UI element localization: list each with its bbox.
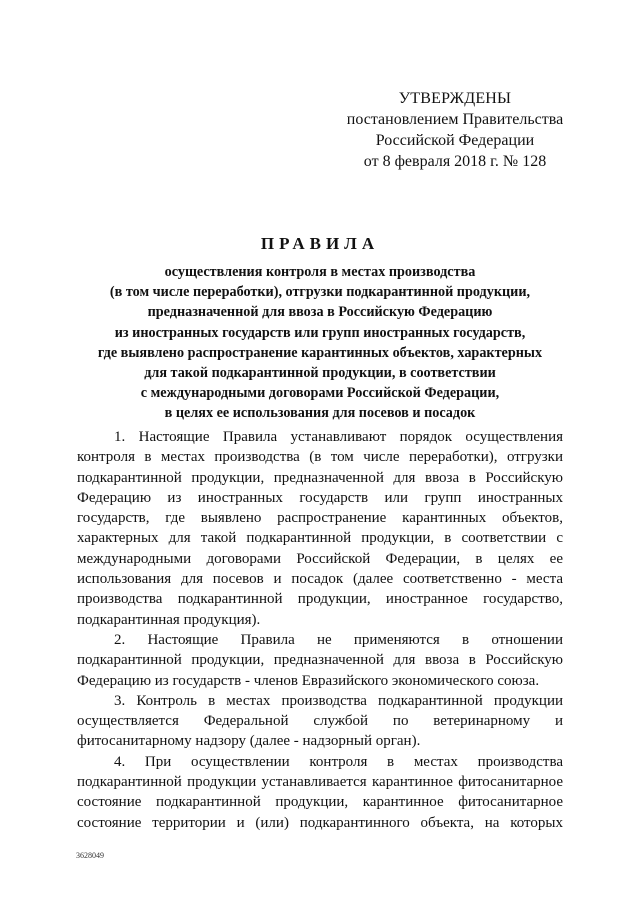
paragraph-1-line: производства подкарантинной продукции, иностранное государство,	[77, 591, 563, 608]
subtitle-line: предназначенной для ввоза в Российскую Федерацию	[147, 304, 493, 321]
paragraph-4-line: подкарантинной продукции устанавливается карантинное фитосанитарное	[77, 774, 563, 791]
approval-line: постановлением Правительства	[346, 111, 564, 128]
paragraph-3-line: фитосанитарному надзору (далее - надзорный орган).	[77, 733, 421, 750]
paragraph-1-line: международными договорами Российской Федерации, в целях ее	[77, 550, 563, 567]
subtitle-line: из иностранных государств или групп иностранных государств,	[114, 324, 526, 341]
paragraph-1-line: 1. Настоящие Правила устанавливают порядок осуществления	[114, 429, 563, 445]
paragraph-2-line: подкарантинной продукции, предназначенной для ввоза в Российскую	[77, 652, 563, 669]
approval-line: Российской Федерации	[375, 132, 535, 149]
subtitle-line: с международными договорами Российской Федерации,	[140, 385, 500, 402]
paragraph-1-line: характерных для такой подкарантинной продукции, в соответствии с	[77, 530, 563, 547]
document-number: 3628049	[76, 851, 104, 860]
paragraph-3-line: 3. Контроль в местах производства подкарантинной продукции	[114, 692, 563, 709]
subtitle-line: осуществления контроля в местах производства	[164, 264, 476, 280]
subtitle-line: для такой подкарантинной продукции, в соответствии	[144, 365, 496, 382]
paragraph-1-line: государств, где выявлено распространение карантинных объектов,	[77, 510, 563, 527]
paragraph-1-line: использования для посевов и посадок (далее соответственно - места	[77, 571, 563, 588]
paragraph-4-line: состояние подкарантинной продукции, карантинное фитосанитарное	[77, 794, 563, 811]
document-body	[77, 427, 563, 833]
document-subtitle	[60, 262, 580, 424]
paragraph-1-line: подкарантинной продукции, предназначенной для ввоза в Российскую	[77, 469, 563, 486]
paragraph-1-line: Федерацию из иностранных государств или групп иностранных	[77, 489, 563, 506]
approval-date-number: от 8 февраля 2018 г. № 128	[363, 153, 547, 170]
approval-block	[340, 88, 570, 172]
paragraph-1-line: подкарантинная продукция).	[77, 611, 261, 628]
paragraph-4-line: 4. При осуществлении контроля в местах производства	[114, 753, 563, 770]
approval-heading: УТВЕРЖДЕНЫ	[398, 90, 512, 107]
subtitle-line: (в том числе переработки), отгрузки подкарантинной продукции,	[109, 284, 531, 301]
paragraph-2-line: Федерацию из государств - членов Евразийского экономического союза.	[77, 672, 540, 689]
paragraph-4-line: состояние территории и (или) подкарантинного объекта, на которых	[77, 814, 563, 831]
document-title: ПРАВИЛА	[260, 234, 380, 253]
paragraph-3-line: осуществляется Федеральной службой по ветеринарному и	[77, 713, 563, 730]
subtitle-line: в целях ее использования для посевов и посадок	[164, 405, 476, 422]
paragraph-1-line: контроля в местах производства (в том числе переработки), отгрузки	[77, 449, 563, 466]
paragraph-2-line: 2. Настоящие Правила не применяются в отношении	[114, 631, 563, 648]
subtitle-line: где выявлено распространение карантинных объектов, характерных	[97, 344, 543, 361]
